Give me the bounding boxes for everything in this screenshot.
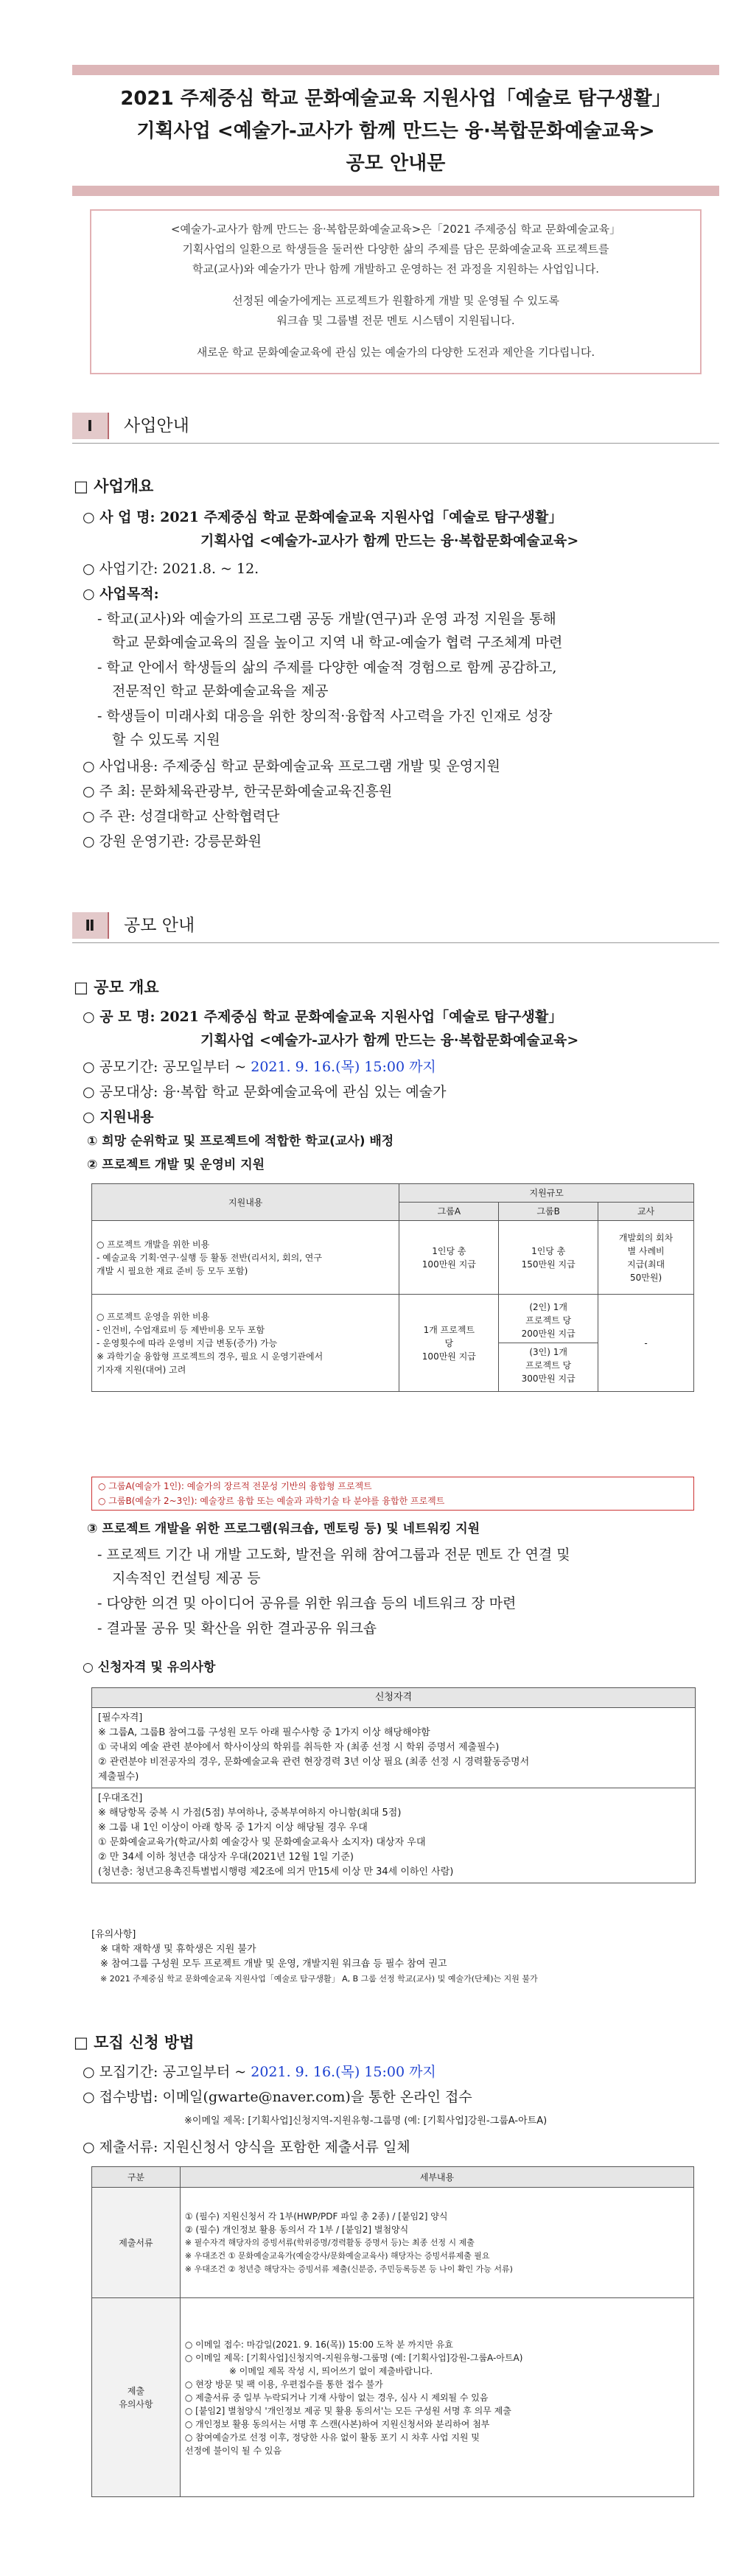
cell-line: ※ 이메일 제목 작성 시, 띄어쓰기 없이 제출바랍니다. xyxy=(228,2365,433,2376)
qual-line: (청년층: 청년고용촉진특별법시행령 제2조에 의거 만15세 이상 만 34세 이하인 사람) xyxy=(98,1866,454,1877)
cell-line: 기자재 지원(대여) 고려 xyxy=(97,1364,186,1375)
cell-line: ① (필수) 지원신청서 각 1부(HWP/PDF 파일 총 2종) / [붙임2] 양식 xyxy=(184,2211,448,2222)
cell-line: ※ 우대조건 ① 문화예술교육가(예술강사/문화예술교육사) 해당자는 증빙서류제출 필요 xyxy=(184,2250,490,2261)
title-line-1: 2021 주제중심 학교 문화예술교육 지원사업「예술로 탐구생활」 xyxy=(120,88,671,110)
required-qualifications xyxy=(92,1708,695,1788)
project-period: ○ 사업기간: 2021.8. ~ 12. xyxy=(83,561,259,577)
contest-period-label: ○ 공모기간: 공모일부터 ~ xyxy=(83,1059,251,1075)
cell-sub xyxy=(499,1298,598,1343)
table-header: 세부내용 xyxy=(180,2167,693,2188)
contest-name: ○ 공 모 명: 2021 주제중심 학교 문화예술교육 지원사업「예술로 탐구생활」 xyxy=(83,1009,563,1025)
cell-line: 1개 프로젝트 xyxy=(423,1324,475,1335)
cell-line: 100만원 지급 xyxy=(422,1259,476,1270)
purpose-item: 학교 문화예술교육의 질을 높이고 지역 내 학교-예술가 협력 구조체계 마련 xyxy=(112,634,563,651)
contest-name-cont: 기획사업 <예술가-교사가 함께 만드는 융·복합문화예술교육> xyxy=(200,1032,579,1049)
intro-line: <예술가-교사가 함께 만드는 융·복합문화예술교육>은「2021 주제중심 학교 문화예술교육」 xyxy=(170,223,621,236)
apply-method: ○ 접수방법: 이메일(gwarte@naver.com)을 통한 온라인 접수 xyxy=(83,2089,472,2105)
qual-line: [필수자격] xyxy=(98,1712,143,1723)
table-header: 교사 xyxy=(598,1203,694,1221)
cell-line: 300만원 지급 xyxy=(521,1373,576,1384)
support-item-3: ③ 프로젝트 개발을 위한 프로그램(워크숍, 멘토링 등) 및 네트워킹 지원 xyxy=(87,1522,480,1536)
cell-line: 당 xyxy=(444,1337,454,1348)
cell-line: ○ 참여예술가로 선정 이후, 정당한 사유 없이 활동 포기 시 차후 사업 지원 및 xyxy=(184,2432,480,2443)
cell-line: ○ 프로젝트 운영을 위한 비용 xyxy=(97,1311,210,1322)
section-number: Ⅰ xyxy=(72,413,109,439)
subhead-contest: □ 공모 개요 xyxy=(74,979,159,996)
project-organizer: ○ 주 관: 성결대학교 산학협력단 xyxy=(83,808,280,825)
cell-line: - 예술교육 기획·연구·실행 등 활동 전반(리서치, 회의, 연구 xyxy=(97,1252,322,1263)
cell-line: 선정에 불이익 될 수 있음 xyxy=(184,2445,282,2456)
qualification-head: ○ 신청자격 및 유의사항 xyxy=(83,1660,216,1675)
apply-method-note: ※이메일 제목: [기획사업]신청지역-지원유형-그룹명 (예: [기획사업]강원-그룹A-아트A) xyxy=(184,2115,548,2127)
table-header: 지원내용 xyxy=(92,1184,399,1221)
intro-line: 새로운 학교 문화예술교육에 관심 있는 예술가의 다양한 도전과 제안을 기다립니다. xyxy=(196,346,595,359)
table-cell xyxy=(92,2298,181,2497)
table-cell xyxy=(399,1221,499,1295)
subhead-overview: □ 사업개요 xyxy=(74,477,154,495)
qual-line: ② 만 34세 이하 청년층 대상자 우대(2021년 12월 1일 기준) xyxy=(98,1852,354,1863)
cell-line: - 인건비, 수업재료비 등 제반비용 모두 포함 xyxy=(97,1324,265,1335)
cell-line: ② (필수) 개인정보 활용 동의서 각 1부 / [붙임2] 별첨양식 xyxy=(184,2224,409,2235)
section-divider xyxy=(72,942,719,943)
table-header: 구분 xyxy=(92,2167,181,2188)
cell-line: ○ 이메일 접수: 마감일(2021. 9. 16(목)) 15:00 도착 분 까지만 유효 xyxy=(184,2339,453,2350)
title-line-2: 기획사업 <예술가-교사가 함께 만드는 융·복합문화예술교육> xyxy=(136,120,655,142)
table-cell xyxy=(92,1295,399,1392)
title-line-3: 공모 안내문 xyxy=(346,153,446,175)
table-cell xyxy=(180,2188,693,2298)
section-divider xyxy=(72,443,719,444)
support-3-item: - 결과물 공유 및 확산을 위한 결과공유 워크숍 xyxy=(97,1620,377,1637)
project-content: ○ 사업내용: 주제중심 학교 문화예술교육 프로그램 개발 및 운영지원 xyxy=(83,758,500,774)
cell-line: 200만원 지급 xyxy=(521,1329,576,1339)
cell-line: 프로젝트 당 xyxy=(525,1360,572,1371)
purpose-item: 할 수 있도록 지원 xyxy=(112,732,220,748)
qual-line: ※ 그룹A, 그룹B 참여그룹 구성원 모두 아래 필수사항 중 1가지 이상 해당해야함 xyxy=(98,1727,430,1738)
qual-line: 제출필수) xyxy=(98,1771,139,1782)
intro-box xyxy=(90,209,702,374)
cell-line: (2인) 1개 xyxy=(529,1302,567,1312)
cell-line: ○ 프로젝트 개발을 위한 비용 xyxy=(97,1239,210,1250)
purpose-item: 전문적인 학교 문화예술교육을 제공 xyxy=(112,683,329,699)
table-cell: 제출서류 xyxy=(92,2188,181,2298)
note-line: ※ 2021 주제중심 학교 문화예술교육 지원사업「예술로 탐구생활」 A, B 그룹 선정 학교(교사) 및 예술가(단체)는 지원 불가 xyxy=(100,1974,538,1984)
qualification-box xyxy=(91,1687,696,1883)
support-3-item: 지속적인 컨설팅 제공 등 xyxy=(112,1570,261,1586)
table-header: 그룹A xyxy=(399,1203,499,1221)
table-cell xyxy=(499,1221,598,1295)
contest-deadline: 2021. 9. 16.(목) 15:00 까지 xyxy=(251,1059,436,1075)
intro-line: 선정된 예술가에게는 프로젝트가 원활하게 개발 및 운영될 수 있도록 xyxy=(232,294,559,307)
cell-line: 유의사항 xyxy=(119,2398,153,2409)
cell-line: ※ 과학기술 융합형 프로젝트의 경우, 필요 시 운영기관에서 xyxy=(97,1351,323,1362)
apply-documents: ○ 제출서류: 지원신청서 양식을 포함한 제출서류 일체 xyxy=(83,2139,410,2155)
cell-line: 50만원) xyxy=(629,1272,662,1283)
cell-line: ※ 필수자격 해당자의 증빙서류(학위증명/경력활동 증명서 등)는 최종 선정 시 제출 xyxy=(184,2237,475,2247)
notes-block xyxy=(91,1928,694,1987)
group-info-line: ○ 그룹A(예술가 1인): 예술가의 장르적 전문성 기반의 융합형 프로젝트 xyxy=(98,1481,372,1491)
purpose-item: - 학생들이 미래사회 대응을 위한 창의적·융합적 사고력을 가진 인재로 성장 xyxy=(97,708,553,724)
cell-line: 제출 xyxy=(127,2385,145,2396)
note-line: ※ 참여그룹 구성원 모두 프로젝트 개발 및 운영, 개발지원 워크숍 등 필수 참여 권고 xyxy=(100,1959,447,1970)
purpose-label: ○ 사업목적: xyxy=(83,586,159,602)
note-line: [유의사항] xyxy=(91,1929,136,1940)
section-1-header xyxy=(72,413,719,439)
cell-line: 1인당 총 xyxy=(432,1245,466,1256)
section-label: 사업안내 xyxy=(124,416,189,435)
section-2-header xyxy=(72,912,719,939)
intro-line: 학교(교사)와 예술가가 만나 함께 개발하고 운영하는 전 과정을 지원하는 사업입니다. xyxy=(192,262,600,276)
qual-line: ① 문화예술교육가(학교/사회 예술강사 및 문화예술교육사 소지자) 대상자 우대 xyxy=(98,1837,426,1848)
cell-line: 개발회의 회차 xyxy=(618,1232,674,1243)
cell-line: ○ 이메일 제목: [기획사업]신청지역-지원유형-그룹명 (예: [기획사업]강원-그룹A-아트A) xyxy=(184,2352,523,2363)
project-host: ○ 주 최: 문화체육관광부, 한국문화예술교육진흥원 xyxy=(83,783,393,799)
group-info-line: ○ 그룹B(예술가 2~3인): 예술장르 융합 또는 예술과 과학기술 타 분야를 융합한 프로젝트 xyxy=(98,1496,445,1506)
table-cell xyxy=(180,2298,693,2497)
cell-line: 프로젝트 당 xyxy=(525,1315,572,1326)
gangwon-operator: ○ 강원 운영기관: 강릉문화원 xyxy=(83,833,262,850)
cell-line: ○ 현장 방문 및 팩 이용, 우편접수를 통한 접수 불가 xyxy=(184,2379,383,2390)
contest-period xyxy=(83,1055,436,1079)
qual-line: ② 관련분야 비전공자의 경우, 문화예술교육 관련 현장경력 3년 이상 필요 (최종 선정 시 경력활동증명서 xyxy=(98,1757,530,1768)
table-cell xyxy=(399,1295,499,1392)
qual-line: [우대조건] xyxy=(98,1793,143,1804)
intro-line: 기획사업의 일환으로 학생들을 둘러싼 다양한 삶의 주제를 담은 문화예술교육 프로젝트를 xyxy=(182,242,609,256)
purpose-item: - 학교(교사)와 예술가의 프로그램 공동 개발(연구)과 운영 과정 지원을 통해 xyxy=(97,611,556,627)
header-bottom-bar xyxy=(72,186,719,196)
qual-line: ※ 그룹 내 1인 이상이 아래 항목 중 1가지 이상 해당될 경우 우대 xyxy=(98,1822,368,1833)
cell-line: 1인당 총 xyxy=(531,1245,566,1256)
support-3-item: - 프로젝트 기간 내 개발 고도화, 발전을 위해 참여그룹과 전문 멘토 간 연결 및 xyxy=(97,1547,570,1563)
note-line: ※ 대학 재학생 및 휴학생은 지원 불가 xyxy=(100,1944,256,1955)
table-cell xyxy=(499,1295,598,1392)
table-header: 지원규모 xyxy=(399,1184,694,1203)
support-table xyxy=(91,1183,694,1392)
table-header: 그룹B xyxy=(499,1203,598,1221)
cell-line: ○ [붙임2] 별첨양식 '개인정보 제공 및 활용 동의서'는 모든 구성원 서명 후 의무 제출 xyxy=(184,2405,511,2416)
table-cell: - xyxy=(598,1295,694,1392)
cell-line: 100만원 지급 xyxy=(422,1351,476,1362)
header-top-bar xyxy=(72,65,719,75)
cell-line: (3인) 1개 xyxy=(529,1347,567,1357)
apply-period-label: ○ 모집기간: 공고일부터 ~ xyxy=(83,2064,251,2080)
cell-line: ※ 우대조건 ② 청년층 해당자는 증빙서류 제출(신분증, 주민등록등본 등 나이 확인 가능 서류) xyxy=(184,2264,513,2274)
priority-conditions xyxy=(92,1788,695,1883)
purpose-item: - 학교 안에서 학생들의 삶의 주제를 다양한 예술적 경험으로 함께 공감하고, xyxy=(97,659,557,676)
cell-line: ○ 제출서류 중 일부 누락되거나 기재 사항이 없는 경우, 심사 시 제외될 수 있음 xyxy=(184,2392,489,2403)
support-item-1: ① 희망 순위학교 및 프로젝트에 적합한 학교(교사) 배정 xyxy=(87,1134,394,1149)
group-info-box xyxy=(91,1477,694,1511)
cell-sub xyxy=(499,1343,598,1387)
project-name: ○ 사 업 명: 2021 주제중심 학교 문화예술교육 지원사업「예술로 탐구생활」 xyxy=(83,509,563,525)
cell-line: 별 사례비 xyxy=(627,1245,665,1256)
intro-line: 워크숍 및 그룹별 전문 멘토 시스템이 지원됩니다. xyxy=(276,314,515,327)
cell-line: ○ 개인정보 활용 동의서는 서명 후 스캔(사본)하여 지원신청서와 분리하여 첨부 xyxy=(184,2418,490,2429)
cell-line: 지급(최대 xyxy=(627,1259,665,1270)
section-label: 공모 안내 xyxy=(124,916,195,935)
apply-deadline: 2021. 9. 16.(목) 15:00 까지 xyxy=(251,2064,436,2080)
support-3-item: - 다양한 의견 및 아이디어 공유를 위한 워크숍 등의 네트워크 장 마련 xyxy=(97,1595,517,1611)
cell-line: - 운영횟수에 따라 운영비 지급 변동(증가) 가능 xyxy=(97,1337,278,1348)
table-cell xyxy=(92,1221,399,1295)
table-cell xyxy=(598,1221,694,1295)
subhead-apply: □ 모집 신청 방법 xyxy=(74,2034,195,2051)
qual-line: ※ 해당항목 중복 시 가점(5점) 부여하나, 중복부여하지 아니함(최대 5점) xyxy=(98,1807,402,1819)
qual-line: ① 국내외 예술 관련 분야에서 학사이상의 학위를 취득한 자 (최종 선정 시 학위 증명서 제출필수) xyxy=(98,1742,500,1753)
apply-period xyxy=(83,2060,436,2084)
cell-line: 150만원 지급 xyxy=(521,1259,576,1270)
contest-target: ○ 공모대상: 융·복합 학교 문화예술교육에 관심 있는 예술가 xyxy=(83,1084,447,1100)
section-number: Ⅱ xyxy=(72,912,109,939)
support-label: ○ 지원내용 xyxy=(83,1109,154,1125)
cell-line: 개발 시 필요한 재료 준비 등 모두 포함) xyxy=(97,1265,248,1276)
project-name-cont: 기획사업 <예술가-교사가 함께 만드는 융·복합문화예술교육> xyxy=(200,533,579,549)
submission-table xyxy=(91,2166,694,2497)
support-item-2: ② 프로젝트 개발 및 운영비 지원 xyxy=(87,1158,265,1172)
qualification-title: 신청자격 xyxy=(92,1688,695,1708)
